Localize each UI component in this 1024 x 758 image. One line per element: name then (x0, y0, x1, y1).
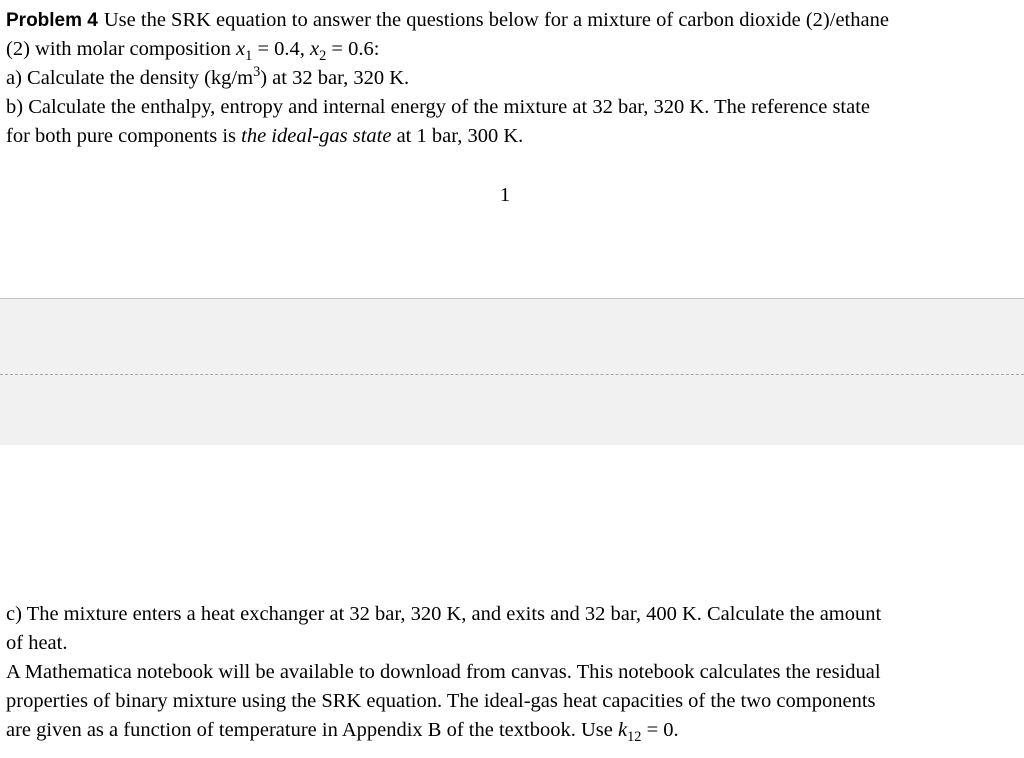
mathematica-line-3 (6, 716, 1008, 745)
var-x2-subscript: 2 (319, 48, 327, 65)
part-b-text: for both pure components is (6, 125, 242, 147)
var-x2: x (310, 38, 320, 60)
mathematica-line-1: A Mathematica notebook will be available to download from canvas. This notebook calculates the residual (6, 661, 881, 683)
part-b-line-1: b) Calculate the enthalpy, entropy and internal energy of the mixture at 32 bar, 320 K. The reference state (6, 96, 871, 118)
x2-value: = 0.6: (326, 38, 380, 60)
problem-heading: Problem 4 (6, 10, 98, 31)
intro-text-1: Use the SRK equation to answer the questions below for a mixture of carbon dioxide (2)/ethane (103, 9, 889, 31)
intro-line-1 (6, 6, 1008, 35)
part-c-line-1: c) The mixture enters a heat exchanger at 32 bar, 320 K, and exits and 32 bar, 400 K. Calculate the amount (6, 603, 882, 625)
intro-text-2: (2) with molar composition (6, 38, 231, 60)
part-a-superscript: 3 (253, 64, 261, 81)
x1-value: = 0.4, (252, 38, 310, 60)
page-number: 1 (499, 184, 511, 206)
page-break-band (0, 298, 1024, 445)
part-b-emphasis: the ideal-gas state (241, 125, 392, 147)
problem-statement (6, 6, 1008, 151)
page-break-dashed-line (0, 374, 1024, 375)
part-a-line (6, 64, 1008, 93)
var-x1-subscript: 1 (245, 48, 253, 65)
part-a-text-end: ) at 32 bar, 320 K. (260, 67, 410, 89)
part-b-text-end: at 1 bar, 300 K. (391, 125, 524, 147)
intro-line-2 (6, 35, 1008, 64)
part-a-text: a) Calculate the density (kg/m (6, 67, 254, 89)
var-x1: x (236, 38, 246, 60)
mathematica-line-2: properties of binary mixture using the SRK equation. The ideal-gas heat capacities of the two components (6, 690, 876, 712)
part-b-line-2 (6, 122, 1008, 151)
var-k-subscript: 12 (627, 729, 642, 746)
mathematica-text-3: are given as a function of temperature in Appendix B of the textbook. Use (6, 719, 618, 741)
k-value: = 0. (641, 719, 679, 741)
part-c-line-2: of heat. (6, 632, 68, 654)
part-c-section (6, 600, 1008, 745)
var-k: k (617, 719, 628, 741)
